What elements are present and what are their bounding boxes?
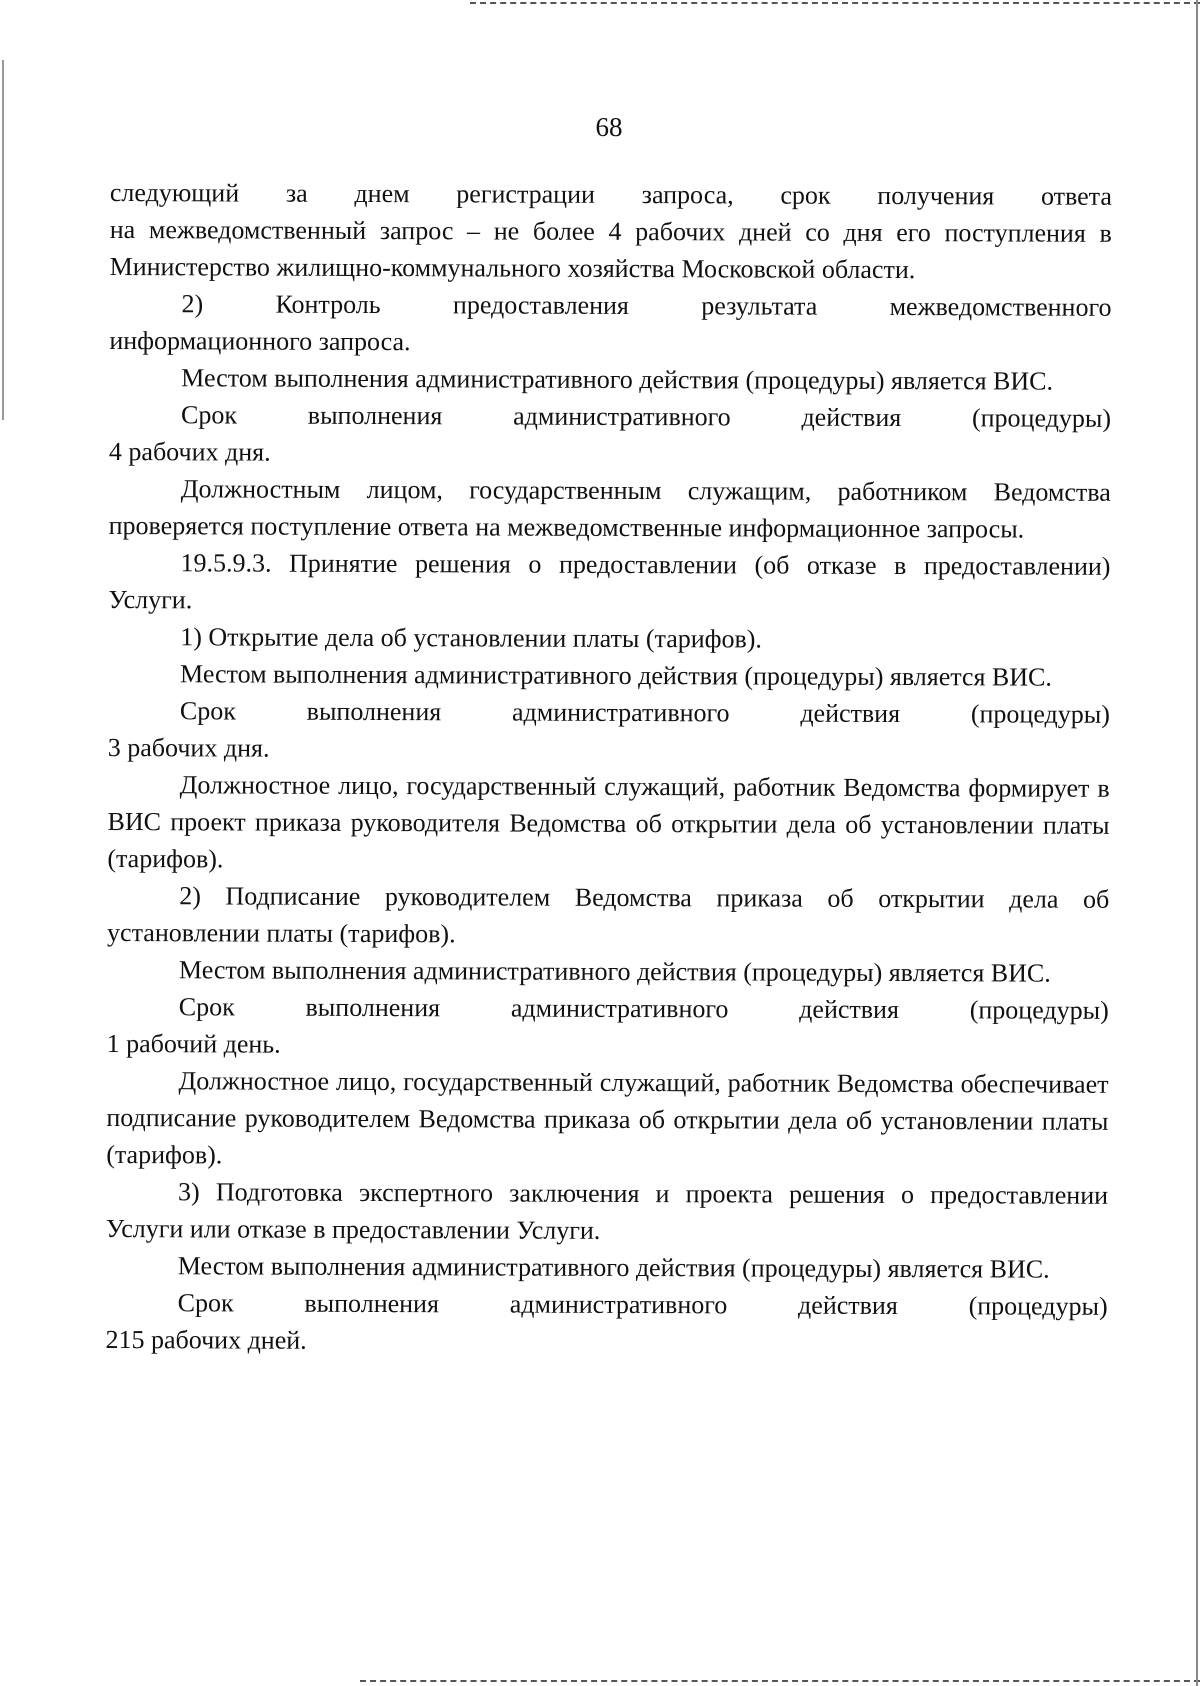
scan-artifact-top xyxy=(470,2,1200,4)
paragraph-official: Должностным лицом, государственным служащим, работником Ведомства проверяется поступление ответа на межведомственные информационное запросы. xyxy=(108,474,1111,544)
paragraph-term-line: Срок выполнения административного действия (процедуры) xyxy=(178,992,1109,1025)
paragraph-term-rest: 215 рабочих дней. xyxy=(105,1324,307,1355)
paragraph-continuation-rest: на межведомственный запрос – не более 4 рабочих дней со дня его поступления в Министерство жилищно-коммунального хозяйства Московской области. xyxy=(109,214,1112,285)
paragraph-item-3: 3) Подготовка экспертного заключения и проекта решения о предоставлении Услуги или отказе в предоставлении Услуги. xyxy=(105,1177,1109,1245)
paragraph-term-line: Срок выполнения административного действия (процедуры) xyxy=(177,1288,1108,1321)
paragraph-official: Должностное лицо, государственный служащий, работник Ведомства формирует в ВИС проект приказа руководителя Ведомства об открытии дела об установлении платы (тарифов). xyxy=(107,770,1110,874)
paragraph-official: Должностное лицо, государственный служащий, работник Ведомства обеспечивает подписание руководителем Ведомства приказа об открытии дела об установлении платы (тарифов). xyxy=(106,1066,1109,1170)
paragraph-item-2-control-line: 2) Контроль предоставления результата межведомственного xyxy=(181,289,1112,322)
paragraph-item-2: 2) Подписание руководителем Ведомства приказа об открытии дела об установлении платы (тарифов). xyxy=(107,881,1110,949)
paragraph-place: Местом выполнения административного действия (процедуры) является ВИС. xyxy=(180,659,1052,692)
paragraph-term-rest: 4 рабочих дня. xyxy=(108,436,271,467)
paragraph-item-1: 1) Открытие дела об установлении платы (тарифов). xyxy=(180,622,763,654)
scan-artifact-bottom xyxy=(360,1680,1200,1682)
paragraph-section-heading: 19.5.9.3. Принятие решения о предоставлении (об отказе в предоставлении) Услуги. xyxy=(108,548,1111,615)
document-body xyxy=(105,174,1112,1362)
paragraph-continuation-line: следующий за днем регистрации запроса, срок получения ответа xyxy=(109,177,1112,211)
paragraph-term-rest: 1 рабочий день. xyxy=(106,1028,281,1059)
paragraph-place: Местом выполнения административного действия (процедуры) является ВИС. xyxy=(177,1251,1050,1284)
paragraph-place: Местом выполнения административного действия (процедуры) является ВИС. xyxy=(181,363,1054,396)
page-number: 68 xyxy=(595,112,623,142)
paragraph-term-line: Срок выполнения административного действия (процедуры) xyxy=(179,696,1110,729)
paragraph-term-rest: 3 рабочих дня. xyxy=(107,732,270,763)
paragraph-item-2-control-rest: информационного запроса. xyxy=(109,325,411,357)
scan-edge-right xyxy=(1196,0,1198,1686)
paragraph-place: Местом выполнения административного действия (процедуры) является ВИС. xyxy=(178,955,1051,988)
paragraph-term-line: Срок выполнения административного действия (процедуры) xyxy=(181,400,1112,433)
